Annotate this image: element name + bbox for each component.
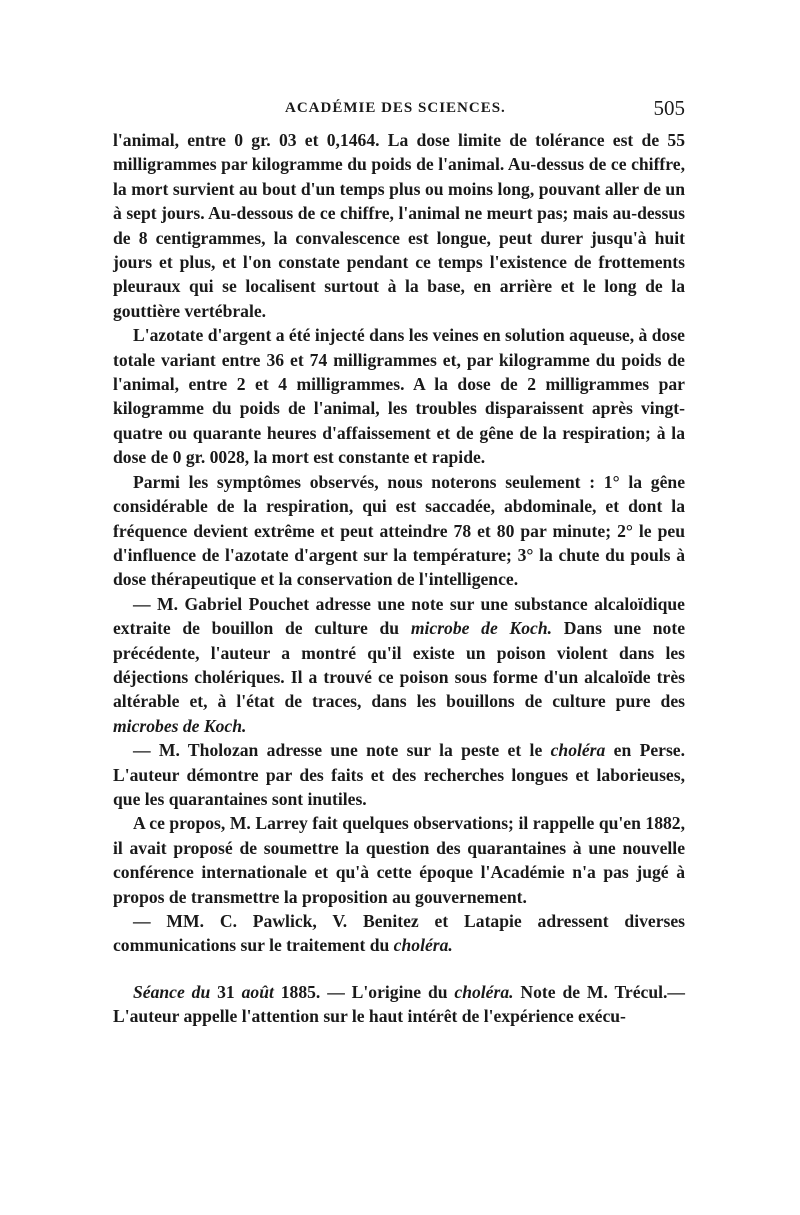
page-number: 505 [653,96,685,120]
paragraph-silver-nitrate: L'azotate d'argent a été injecté dans les veines en solution aqueuse, à dose totale variant entre 36 et 74 milligrammes et, par kilogramme du poids de l'animal, entre 2 et 4 milligrammes. A la dose de 2 milligrammes par kilogramme du poids de l'animal, les troubles disparaissent après vingt-quatre ou quarante heures d'affaissement et de gêne de la respiration; à la dose de 0 gr. 0028, la mort est constante et rapide. [113,325,685,468]
running-title: ACADÉMIE DES SCIENCES. [285,100,506,116]
paragraph-symptoms: Parmi les symptômes observés, nous noterons seulement : 1° la gêne considérable de la respiration, qui est saccadée, abdominale, et dont la fréquence devient extrême et peut atteindre 78 et 80 par minute; 2° le peu d'influence de l'azotate d'argent sur la température; 3° la chute du pouls à dose thérapeutique et la conservation de l'intelligence. [113,471,685,590]
paragraph-pawlick: — MM. C. Pawlick, V. Benitez et Latapie adressent diverses communications sur le traitement du choléra. [113,911,685,956]
page-header [113,96,685,126]
paragraph-larrey: A ce propos, M. Larrey fait quelques observations; il rappelle qu'en 1882, il avait proposé de soumettre la question des quarantaines à une nouvelle conférence internationale et qu'à cette époque l'Académie n'a pas jugé à propos de transmettre la proposition au gouvernement. [113,813,685,907]
paragraph-toxicity: l'animal, entre 0 gr. 03 et 0,1464. La dose limite de tolérance est de 55 milligrammes par kilogramme du poids de l'animal. Au-dessus de ce chiffre, la mort survient au bout d'un temps plus ou moins long, pouvant aller de un à sept jours. Au-dessous de ce chiffre, l'animal ne meurt pas; mais au-dessus de 8 centigrammes, la convalescence est longue, peut durer jusqu'à huit jours et plus, et l'on constate pendant ce temps l'existence de frottements pleuraux qui se localisent surtout à la base, en arrière et le long de la gouttière vertébrale. [113,130,685,321]
paragraph-seance: Séance du 31 août 1885. — L'origine du choléra. Note de M. Trécul.— L'auteur appelle l'attention sur le haut intérêt de l'expérience exécu- [113,981,685,1027]
paragraph-pouchet: — M. Gabriel Pouchet adresse une note sur une substance alcaloïdique extraite de bouillon de culture du microbe de Koch. Dans une note précédente, l'auteur a montré qu'il existe un poison violent dans les déjections cholériques. Il a trouvé ce poison sous forme d'un alcaloïde très altérable et, à l'état de traces, dans les bouillons de culture pure des microbes de Koch. [113,593,686,736]
paragraph-tholozan: — M. Tholozan adresse une note sur la peste et le choléra en Perse. L'auteur démontre par des faits et des recherches longues et laborieuses, que les quarantaines sont inutiles. [113,740,685,809]
body-text [113,128,685,1029]
